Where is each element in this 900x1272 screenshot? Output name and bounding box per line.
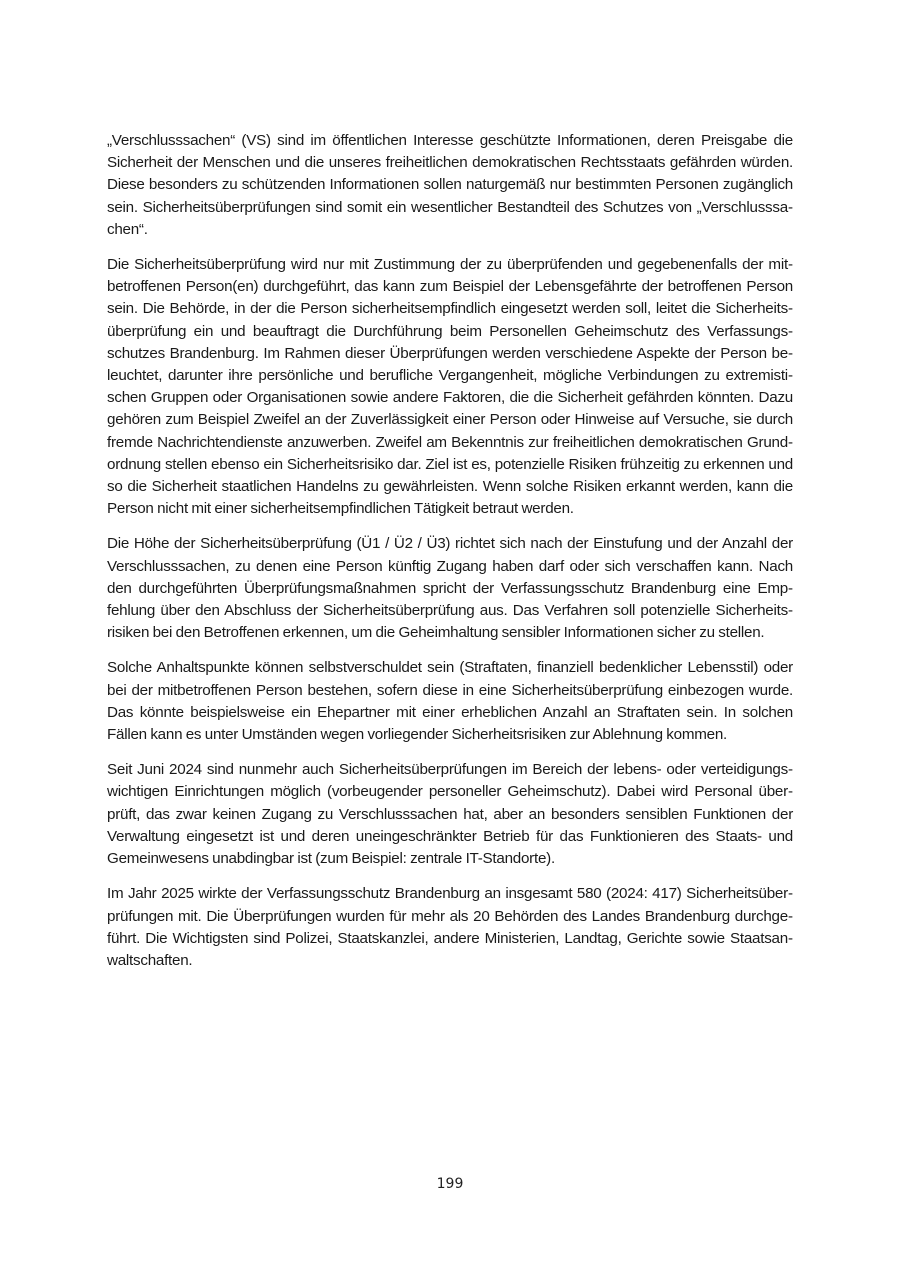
paragraph-verschlusssachen: „Verschlusssachen“ (VS) sind im öffentlichen Interesse geschützte Informationen, deren Preisgabe die Sicherheit der Menschen und die unseres freiheitlichen demokratischen Rechtsstaats gefährden würden. Diese besonders zu schützenden Informationen sollen naturgemäß nur bestimmten Personen zugänglich sein. Sicherheitsüberprüfungen sind somit ein wesentlicher Bestandteil des Schutzes von „Verschlusssachen“.	[107, 132, 793, 238]
paragraph-anhaltspunkte: Solche Anhaltspunkte können selbstverschuldet sein (Straftaten, finanziell bedenklicher Lebensstil) oder bei der mitbetroffenen Person bestehen, sofern diese in eine Sicherheitsüberprüfung einbezogen wurde. Das könnte beispielsweise ein Ehepartner mit einer erheblichen Anzahl an Straftaten sein. In solchen Fällen kann es unter Umständen wegen vorliegender Sicherheitsrisiken zur Ablehnung kommen.	[107, 659, 793, 744]
page-number: 199	[436, 1176, 464, 1192]
paragraph-hoehe-der-pruefung: Die Höhe der Sicherheitsüberprüfung (Ü1 / Ü2 / Ü3) richtet sich nach der Einstufung und der Anzahl der Verschlusssachen, zu denen eine Person künftig Zugang haben darf oder sich verschaffen kann. Nach den durchgeführten Überprüfungsmaßnahmen spricht der Verfassungsschutz Brandenburg eine Empfehlung über den Abschluss der Sicherheitsüberprüfung aus. Das Verfahren soll potenzielle Sicherheitsrisiken bei den Betroffenen erkennen, um die Geheimhaltung sensibler Informationen sicher zu stellen.	[107, 535, 793, 642]
paragraph-jahr-2025: Im Jahr 2025 wirkte der Verfassungsschutz Brandenburg an insgesamt 580 (2024: 417) Sicherheitsüberprüfungen mit. Die Überprüfungen wurden für mehr als 20 Behörden des Landes Brandenburg durchgeführt. Die Wichtigsten sind Polizei, Staatskanzlei, andere Ministerien, Landtag, Gerichte sowie Staatsanwaltschaften.	[107, 885, 793, 969]
body-text	[107, 130, 793, 985]
paragraph-sicherheitsueberpruefung: Die Sicherheitsüberprüfung wird nur mit Zustimmung der zu überprüfenden und gegebenenfalls der mitbetroffenen Person(en) durchgeführt, das kann zum Beispiel der Lebensgefährte der betroffenen Person sein. Die Behörde, in der die Person sicherheitsempfindlich eingesetzt werden soll, leitet die Sicherheitsüberprüfung ein und beauftragt die Durchführung beim Personellen Geheimschutz des Verfassungsschutzes Brandenburg. Im Rahmen dieser Überprüfungen werden verschiedene Aspekte der Person beleuchtet, darunter ihre persönliche und berufliche Vergangenheit, mögliche Verbindungen zu extremistischen Gruppen oder Organisationen sowie andere Faktoren, die die Sicherheit gefährden könnten. Dazu gehören zum Beispiel Zweifel an der Zuverlässigkeit einer Person oder Hinweise auf Versuche, sie durch fremde Nachrichtendienste anzuwerben. Zweifel am Bekenntnis zur freiheitlichen demokratischen Grundordnung stellen ebenso ein Sicherheitsrisiko dar. Ziel ist es, potenzielle Risiken frühzeitig zu erkennen und so die Sicherheit staatlichen Handelns zu gewährleisten. Wenn solche Risiken erkannt werden, kann die Person nicht mit einer sicherheitsempfindlichen Tätigkeit betraut werden.	[107, 256, 793, 518]
paragraph-seit-juni-2024: Seit Juni 2024 sind nunmehr auch Sicherheitsüberprüfungen im Bereich der lebens- oder verteidigungswichtigen Einrichtungen möglich (vorbeugender personeller Geheimschutz). Dabei wird Personal überprüft, das zwar keinen Zugang zu Verschlusssachen hat, aber an besonders sensiblen Funktionen der Verwaltung eingesetzt ist und deren uneingeschränkter Betrieb für das Funktionieren des Staats- und Gemeinwesens unabdingbar ist (zum Beispiel: zentrale IT-Standorte).	[107, 761, 793, 868]
